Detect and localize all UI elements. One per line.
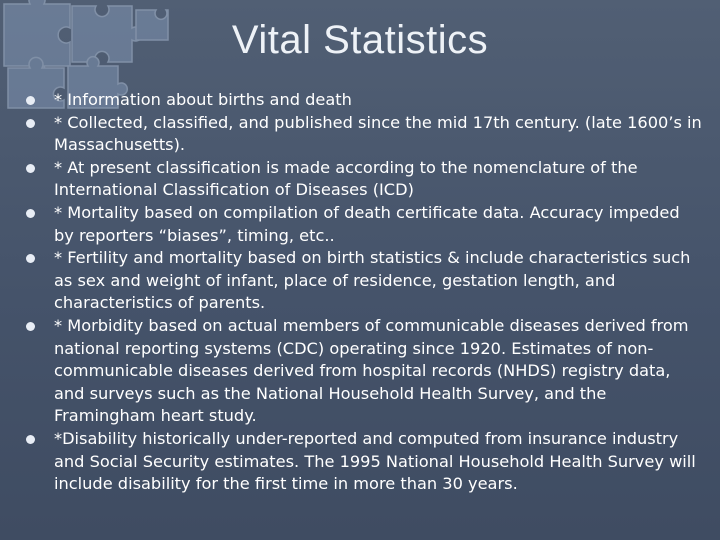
bullet-text: * Fertility and mortality based on birth statistics & include characteristics such as sex and weight of infant, place of residence, gestation length, and characteristics of parents.: [54, 248, 691, 313]
bullet-item: [22, 428, 702, 496]
round-bullet-icon: [26, 322, 35, 331]
round-bullet-icon: [26, 435, 35, 444]
bullet-item: [22, 89, 702, 112]
bullet-text: * Morbidity based on actual members of communicable diseases derived from national reporting systems (CDC) operating since 1920. Estimates of non-communicable diseases derived from hospital records (NHDS) registry data, and surveys such as the National Household Health Survey, and the Framingham heart study.: [54, 315, 689, 426]
bullet-item: [22, 202, 702, 247]
bullet-text: *Disability historically under-reported and computed from insurance industry and Social Security estimates. The 1995 National Household Health Survey will include disability for the first time in more than 30 years.: [54, 428, 696, 494]
bullet-item: [22, 247, 702, 315]
round-bullet-icon: [26, 96, 35, 105]
bullet-item: [22, 315, 702, 428]
slide-title: Vital Statistics: [231, 18, 489, 62]
bullet-list: [22, 89, 702, 496]
bullet-item: [22, 112, 702, 157]
bullet-text: * Mortality based on compilation of death certificate data. Accuracy impeded by reporters “biases”, timing, etc..: [54, 202, 680, 245]
round-bullet-icon: [26, 209, 35, 218]
bullet-item: [22, 157, 702, 202]
bullet-text: * At present classification is made according to the nomenclature of the International Classification of Diseases (ICD): [54, 157, 638, 200]
round-bullet-icon: [26, 164, 35, 173]
bullet-text: * Information about births and death: [54, 90, 352, 109]
bullet-text: * Collected, classified, and published since the mid 17th century. (late 1600’s in Massachusetts).: [54, 112, 702, 155]
round-bullet-icon: [26, 119, 35, 128]
round-bullet-icon: [26, 254, 35, 263]
